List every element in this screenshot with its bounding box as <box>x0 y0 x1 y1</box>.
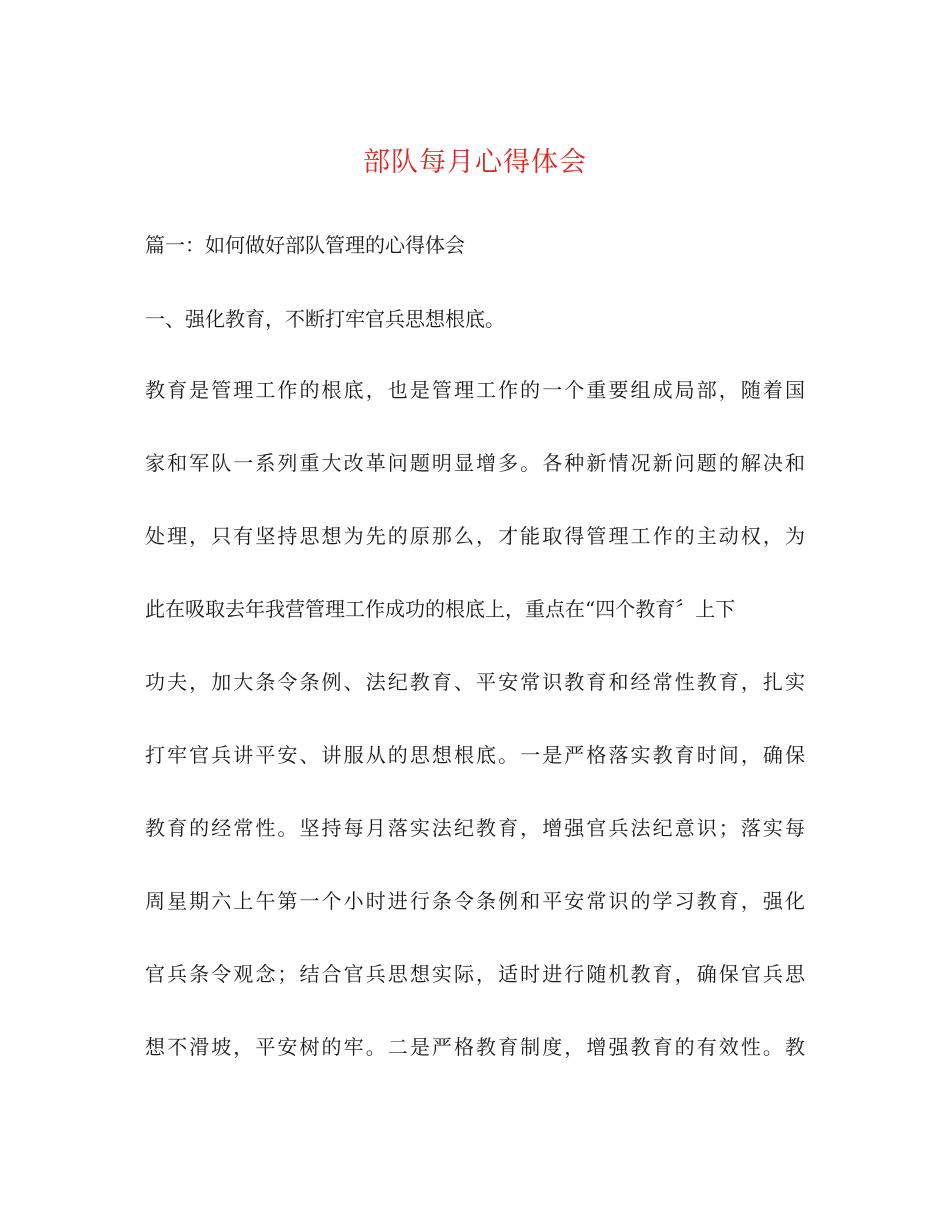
body-line: 教育是管理工作的根底，也是管理工作的一个重要组成局部，随着国 <box>145 378 805 402</box>
body-line: 打牢官兵讲平安、讲服从的思想根底。一是严格落实教育时间，确保 <box>145 743 805 767</box>
section-heading: 一、强化教育，不断打牢官兵思想根底。 <box>145 307 505 331</box>
body-line: 周星期六上午第一个小时进行条令条例和平安常识的学习教育，强化 <box>145 889 805 913</box>
document-title: 部队每月心得体会 <box>363 147 587 178</box>
subtitle-line: 篇一：如何做好部队管理的心得体会 <box>145 233 465 257</box>
body-line: 想不滑坡，平安树的牢。二是严格教育制度，增强教育的有效性。教 <box>145 1035 805 1059</box>
body-line: 功夫，加大条令条例、法纪教育、平安常识教育和经常性教育，扎实 <box>145 670 805 694</box>
body-line: 处理，只有坚持思想为先的原那么，才能取得管理工作的主动权，为 <box>145 524 805 548</box>
body-line: 官兵条令观念；结合官兵思想实际，适时进行随机教育，确保官兵思 <box>145 962 805 986</box>
body-line: 此在吸取去年我营管理工作成功的根底上，重点在“四个教育〞上下 <box>145 597 736 621</box>
body-line: 家和军队一系列重大改革问题明显增多。各种新情况新问题的解决和 <box>145 451 805 475</box>
body-line: 教育的经常性。坚持每月落实法纪教育，增强官兵法纪意识；落实每 <box>145 816 805 840</box>
